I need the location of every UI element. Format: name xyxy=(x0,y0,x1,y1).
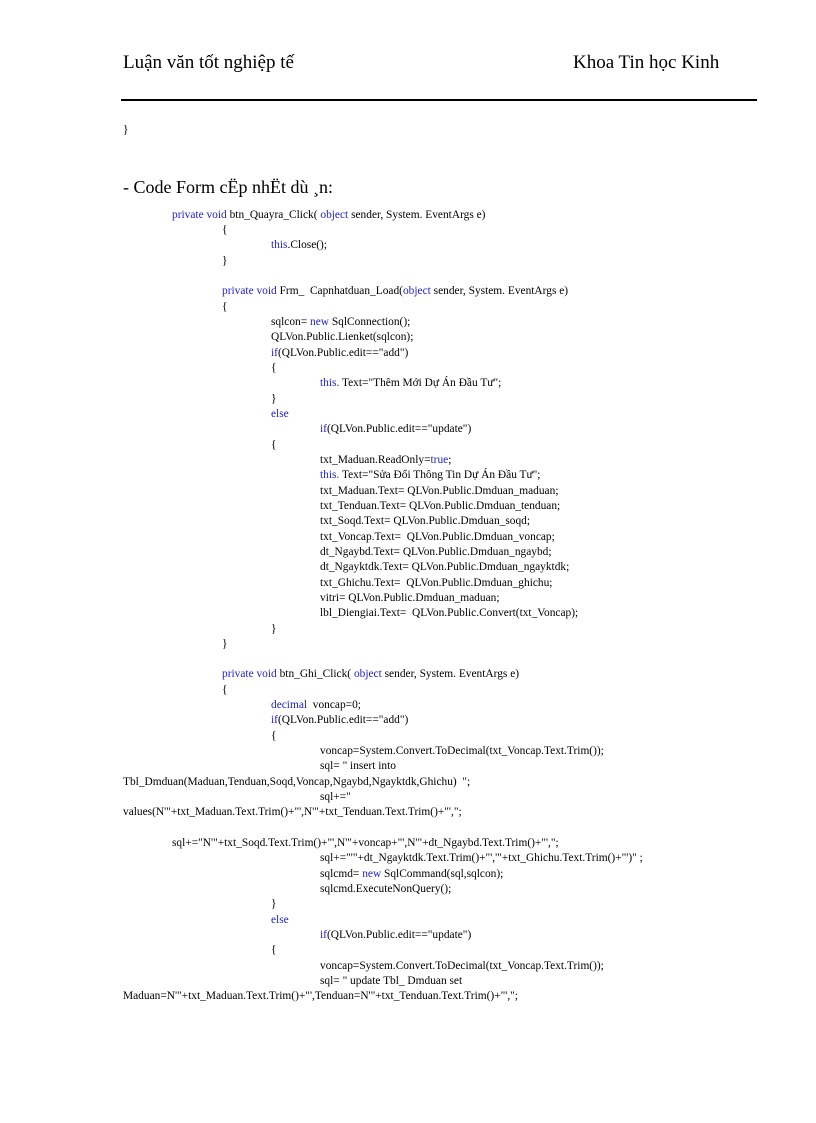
code-keyword: true xyxy=(430,454,449,466)
code-line xyxy=(222,254,227,269)
code-text: txt_Ghichu.Text= QLVon.Public.Dmduan_ghichu; xyxy=(320,577,553,589)
code-line xyxy=(271,913,289,928)
code-line xyxy=(271,407,289,422)
code-text: txt_Voncap.Text= QLVon.Public.Dmduan_voncap; xyxy=(320,531,555,543)
code-text: Maduan=N'"+txt_Maduan.Text.Trim()+"',Tenduan=N'"+txt_Tenduan.Text.Trim()+"',"; xyxy=(123,990,518,1002)
code-text: sender, System. EventArgs e) xyxy=(430,285,569,297)
code-line xyxy=(320,928,471,943)
code-line xyxy=(320,545,552,560)
code-text: Tbl_Dmduan(Maduan,Tenduan,Soqd,Voncap,Ngaybd,Ngayktdk,Ghichu) "; xyxy=(123,776,471,788)
code-text: { xyxy=(271,439,277,451)
code-keyword: object xyxy=(353,668,382,680)
header-divider xyxy=(121,99,757,101)
code-text: sql+=" xyxy=(320,791,351,803)
code-keyword: new xyxy=(362,868,382,880)
code-line xyxy=(172,208,485,223)
code-keyword: if xyxy=(271,714,278,726)
code-line xyxy=(222,667,519,682)
code-text: vitri= QLVon.Public.Dmduan_maduan; xyxy=(320,592,500,604)
code-line xyxy=(123,989,518,1004)
code-text: lbl_Diengiai.Text= QLVon.Public.Convert(txt_Voncap); xyxy=(320,607,579,619)
code-text: sqlcon= xyxy=(271,316,311,328)
code-text: sender, System. EventArgs e) xyxy=(348,209,486,221)
code-line xyxy=(320,790,351,805)
code-text: txt_Maduan.ReadOnly= xyxy=(320,454,431,466)
code-line xyxy=(320,591,500,606)
code-text: sql+="N'"+txt_Soqd.Text.Trim()+"',N'"+voncap+"',N'"+dt_Ngaybd.Text.Trim()+"',"; xyxy=(172,837,559,849)
code-line xyxy=(320,959,604,974)
code-line xyxy=(271,622,276,637)
code-line xyxy=(320,376,501,391)
code-text: voncap=System.Convert.ToDecimal(txt_Voncap.Text.Trim()); xyxy=(320,960,604,972)
code-line xyxy=(320,744,604,759)
code-line xyxy=(320,851,643,866)
code-text: dt_Ngayktdk.Text= QLVon.Public.Dmduan_ngayktdk; xyxy=(320,561,570,573)
code-keyword: this. xyxy=(320,469,340,481)
code-text: Text="Sửa Đổi Thông Tin Dự Án Đầu Tư"; xyxy=(339,469,541,481)
code-text: ; xyxy=(448,454,452,466)
code-text: (QLVon.Public.edit=="update") xyxy=(326,423,472,435)
code-line xyxy=(320,560,569,575)
code-text: voncap=0; xyxy=(307,699,361,711)
code-line xyxy=(320,514,530,529)
code-line xyxy=(271,346,408,361)
code-text: QLVon.Public.Lienket(sqlcon); xyxy=(271,331,414,343)
code-line xyxy=(320,606,578,621)
code-line xyxy=(271,897,276,912)
code-line xyxy=(172,836,559,851)
code-text: txt_Soqd.Text= QLVon.Public.Dmduan_soqd; xyxy=(320,515,531,527)
code-text: sqlcmd.ExecuteNonQuery(); xyxy=(320,883,452,895)
code-line xyxy=(271,729,276,744)
code-text: dt_Ngaybd.Text= QLVon.Public.Dmduan_ngaybd; xyxy=(320,546,552,558)
code-text: sqlcmd= xyxy=(320,868,363,880)
code-line xyxy=(320,867,503,882)
section-heading: - Code Form cËp nhËt dù ¸n: xyxy=(123,177,333,197)
code-keyword: new xyxy=(310,316,329,328)
code-line xyxy=(320,422,471,437)
code-text: txt_Maduan.Text= QLVon.Public.Dmduan_maduan; xyxy=(320,485,559,497)
code-text: } xyxy=(222,638,228,650)
code-text: } xyxy=(271,393,277,405)
header-left-title: Luận văn tốt nghiệp tế xyxy=(123,52,294,73)
code-text: values(N'"+txt_Maduan.Text.Trim()+"',N'"+txt_Tenduan.Text.Trim()+"',"; xyxy=(123,806,462,818)
code-line xyxy=(123,805,462,820)
code-text: txt_Tenduan.Text= QLVon.Public.Dmduan_tenduan; xyxy=(320,500,561,512)
code-line xyxy=(271,330,413,345)
code-text: { xyxy=(271,362,277,374)
code-text: { xyxy=(271,944,277,956)
code-keyword: if xyxy=(320,423,327,435)
code-line xyxy=(271,713,408,728)
code-text: Frm_ Capnhatduan_Load( xyxy=(276,285,403,297)
code-text: btn_Quayra_Click( xyxy=(226,209,321,221)
code-keyword: else xyxy=(271,408,289,420)
code-line xyxy=(320,530,555,545)
code-keyword: if xyxy=(320,929,327,941)
code-line xyxy=(320,484,558,499)
code-text: sql= " update Tbl_ Dmduan set xyxy=(320,975,463,987)
code-line xyxy=(222,637,227,652)
code-text: { xyxy=(271,730,277,742)
code-keyword: private void xyxy=(222,285,277,297)
code-line xyxy=(320,882,451,897)
code-line xyxy=(222,683,227,698)
code-keyword: object xyxy=(320,209,349,221)
code-text: sql+="'"+dt_Ngayktdk.Text.Trim()+"','"+txt_Ghichu.Text.Trim()+"')" ; xyxy=(320,852,643,864)
code-keyword: this xyxy=(271,239,288,251)
code-keyword: this. xyxy=(320,377,340,389)
code-line xyxy=(123,775,470,790)
code-line xyxy=(222,300,227,315)
code-text: (QLVon.Public.edit=="update") xyxy=(326,929,472,941)
code-text: SqlConnection(); xyxy=(329,316,411,328)
code-line xyxy=(271,315,410,330)
code-keyword: object xyxy=(402,285,431,297)
code-text: { xyxy=(222,301,228,313)
code-text: .Close(); xyxy=(287,239,328,251)
code-text: (QLVon.Public.edit=="add") xyxy=(277,347,409,359)
code-line xyxy=(271,392,276,407)
code-line xyxy=(320,759,396,774)
code-text: } xyxy=(222,255,228,267)
code-line xyxy=(271,943,276,958)
code-line xyxy=(271,438,276,453)
code-text: sender, System. EventArgs e) xyxy=(381,668,520,680)
code-line xyxy=(123,123,128,138)
code-line xyxy=(320,974,462,989)
code-text: (QLVon.Public.edit=="add") xyxy=(277,714,409,726)
code-line xyxy=(271,698,361,713)
code-line xyxy=(271,361,276,376)
code-text: SqlCommand(sql,sqlcon); xyxy=(381,868,504,880)
code-text: { xyxy=(222,224,228,236)
code-keyword: decimal xyxy=(271,699,308,711)
code-text: } xyxy=(123,124,129,136)
code-line xyxy=(320,468,540,483)
code-line xyxy=(271,238,327,253)
header-right-title: Khoa Tin học Kinh xyxy=(573,52,720,73)
code-line xyxy=(320,499,560,514)
code-text: voncap=System.Convert.ToDecimal(txt_Voncap.Text.Trim()); xyxy=(320,745,604,757)
code-keyword: if xyxy=(271,347,278,359)
code-line xyxy=(320,453,451,468)
code-keyword: private void xyxy=(222,668,277,680)
code-text: sql= " insert into xyxy=(320,760,396,772)
code-text: } xyxy=(271,898,277,910)
code-line xyxy=(222,284,568,299)
code-line xyxy=(320,576,552,591)
code-line xyxy=(222,223,227,238)
code-text: btn_Ghi_Click( xyxy=(276,668,354,680)
code-text: { xyxy=(222,684,228,696)
code-text: Text="Thêm Mới Dự Án Đầu Tư"; xyxy=(339,377,502,389)
code-keyword: else xyxy=(271,914,289,926)
code-keyword: private void xyxy=(172,209,227,221)
code-text: } xyxy=(271,623,277,635)
